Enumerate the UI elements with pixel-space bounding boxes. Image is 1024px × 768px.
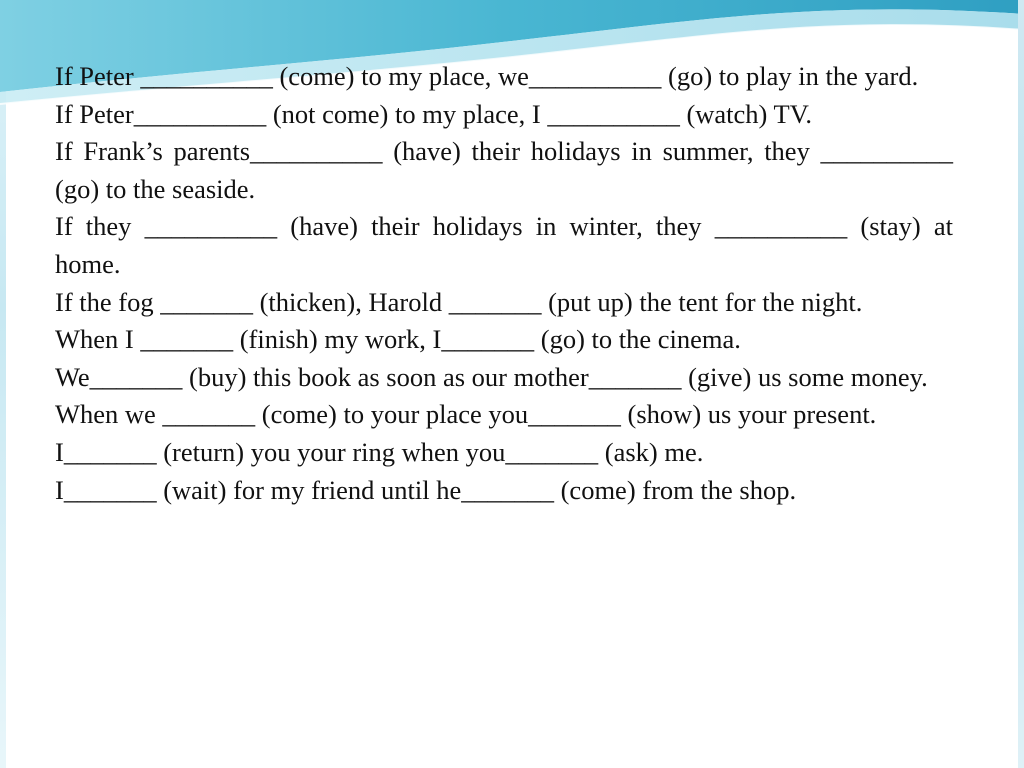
sentence-1: If Peter __________ (come) to my place, we__________ (go) to play in the yard. [55,61,919,91]
sentence-8: When we _______ (come) to your place you_______ (show) us your present. [55,399,877,430]
sentence-10: I_______ (wait) for my friend until he_______ (come) from the shop. [55,474,797,505]
exercise-text [55,58,953,509]
sentence-7: We_______ (buy) this book as soon as our mother_______ (give) us some money. [55,361,928,392]
sentence-2: If Peter__________ (not come) to my place, I __________ (watch) TV. [55,98,813,129]
sentence-6: When I _______ (finish) my work, I_______ (go) to the cinema. [55,324,741,355]
sentence-5: If the fog _______ (thicken), Harold _______ (put up) the tent for the night. [55,286,863,317]
sentence-3: If Frank’s parents__________ (have) their holidays in summer, they __________ (go) to the seaside. [55,136,953,204]
sentence-9: I_______ (return) you your ring when you_______ (ask) me. [55,436,704,467]
sentence-4: If they __________ (have) their holidays in winter, they __________ (stay) at home. [55,211,953,279]
